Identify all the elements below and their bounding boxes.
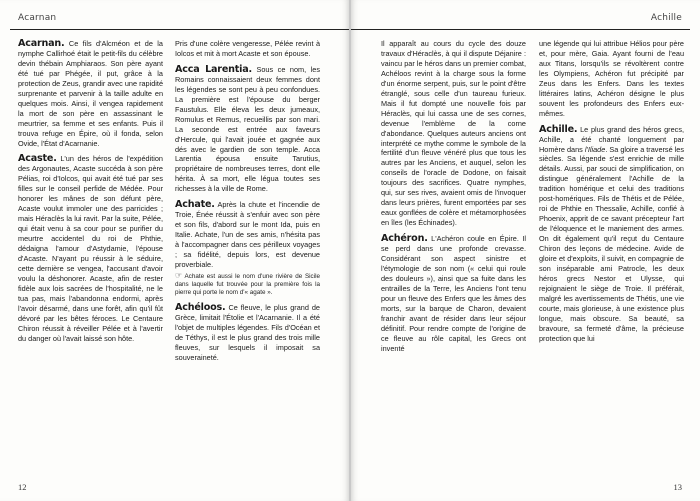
entry-acheloos bbox=[175, 303, 320, 363]
entry-continuation: Il apparaît au cours du cycle des douze travaux d'Héraclès, à qui il dispute Déjanire : vaincu par le héros dans un premier combat, Achéloos revint à la charge sous la forme d'un énorme serpent, puis, sur le point d'être étranglé, sous celle d'un taureau furieux. Mais il fut dompté une nouvelle fois par Héraclès, qui lui cassa une de ses cornes, devenue l'emblème de la corne d'abondance. Quelques auteurs anciens ont interprété ce mythe comme le symbole de la fertilité d'un fleuve vénéré plus que tous les autres par les Anciens, et auquel, selon les conseils de l'oracle de Dodone, on faisait toujours des sacrifices. Quatre nymphes, qui, sur ses rives, avaient omis de l'invoquer dans leurs prières, furent emportées par ses eaux gonflées de colère et métamorphosées en îles (les Échinades). bbox=[381, 39, 526, 228]
entry-text: L'un des héros de l'expédition des Argonautes, Acaste succéda à son père Pélias, roi d'Iolcos, qui avait été tué par ses filles sur le conseil perfide de Médée. Pour honorer les mânes de son défunt père, Acaste voulut immoler une des parricides ; mais Héraclès la lui ravit. Par la suite, Pélée, qui était venu à sa cour pour se purifier du meurtre accidentel du roi de Phthie, dédaigna l'amour d'Astydamie, l'épouse d'Acaste. N'ayant pu réussir à le séduire, cette dernière se vengea, l'accusant d'avoir voulu la déshonorer. Acaste, afin de rester fidèle aux lois sacrées de l'hospitalité, ne le tua pas, mais l'abandonna endormi, après l'avoir désarmé, dans une forêt, afin qu'il fût dévoré par les bêtes féroces. Le Centaure Chiron réussit à réveiller Pélée et à l'avertir du danger où l'avait laissé son hôte. bbox=[18, 154, 163, 343]
left-page bbox=[0, 0, 349, 501]
footnote bbox=[175, 272, 320, 297]
entry-acca-larentia bbox=[175, 65, 320, 194]
headword: Acaste. bbox=[18, 153, 57, 165]
entry-continuation: une légende qui lui attribue Hélios pour père et, pour mère, Gaia. Ayant fourni de l'eau aux Titans, lorsqu'ils se révoltèrent contre les Olympiens, Achéron fut précipité par Zeus dans les Enfers. Dans les textes littéraires latins, Achéron désigne le plus souvent les profondeurs des Enfers eux-mêmes. bbox=[539, 39, 684, 118]
headword: Achille. bbox=[539, 123, 578, 135]
running-head-right: Achille bbox=[650, 13, 682, 23]
entry-acarnan bbox=[18, 39, 163, 148]
entry-acheron bbox=[381, 234, 526, 353]
headword: Acarnan. bbox=[18, 39, 65, 49]
running-head-left: Acarnan bbox=[18, 13, 57, 23]
header-rule-right bbox=[351, 29, 690, 30]
entry-achate bbox=[175, 200, 320, 270]
entry-text: Le plus grand des héros grecs, Achille, a été chanté longuement par Homère dans bbox=[539, 124, 684, 154]
entry-text: Sous ce nom, les Romains connaissaient deux femmes dont les légendes se sont peu à peu confondues. La première est l'épouse du berger Faustulus. Elle éleva les deux jumeaux, Romulus et Remus, recueillis par son mari. La seconde est entrée aux faveurs d'Hercule, qui l'avait jouée et gagnée aux dés avec le gardien de son temple. Acca Larentia épousa ensuite Tarutius, propriétaire de nombreuses terres, dont elle hérita. À sa mort, elle légua toutes ses richesses à la ville de Rome. bbox=[175, 64, 320, 194]
entry-text: Ce fleuve, le plus grand de Grèce, limitait l'Étolie et l'Acarnanie. Il a été l'objet de multiples légendes. Fils d'Océan et de Téthys, il est le plus grand des trois mille fleuves, sur lesquels il imposait sa souveraineté. bbox=[175, 302, 320, 362]
headword: Achéloos. bbox=[175, 301, 226, 313]
entry-text: Après la chute et l'incendie de Troie, Énée réussit à s'enfuir avec son père et son fils, d'abord sur le mont Ida, puis en Italie. Achate, l'un de ses amis, n'hésita pas à l'accompagner dans ces périlleux voyages ; sa fidélité, depuis lors, est devenue proverbiale. bbox=[175, 200, 320, 270]
right-column-2 bbox=[539, 39, 684, 459]
work-title: l'Iliade bbox=[584, 144, 606, 154]
left-column-2 bbox=[175, 39, 320, 459]
pointing-hand-icon: ☞ bbox=[175, 270, 183, 280]
left-column-1 bbox=[18, 39, 163, 459]
footnote-text: Achate est aussi le nom d'une rivière de Sicile dans laquelle fut trouvée pour la première fois la pierre qui porte le nom d'« agate ». bbox=[175, 272, 320, 296]
header-rule-left bbox=[10, 29, 349, 30]
entry-acaste bbox=[18, 154, 163, 343]
page-number-left: 12 bbox=[18, 482, 27, 492]
page-number-right: 13 bbox=[673, 482, 682, 492]
entry-continuation: Pris d'une colère vengeresse, Pélée revint à Iolcos et mit à mort Acaste et son épouse. bbox=[175, 39, 320, 58]
headword: Achéron. bbox=[381, 233, 428, 245]
entry-text: Ce fils d'Alcméon et de la nymphe Callirhoé était le petit-fils du célèbre devin thébain Amphiaraos. Son père ayant été tué par Phégée, il put, grâce à la protection de Zeus, grandir avec une rapidité surprenante et parvenir à la taille adulte en quelques mois. Ainsi, il vengea rapidement la mort de son père en assassinant le meurtrier, sa femme et ses enfants. Puis il trouva refuge en Épire, où il fonda, selon Ovide, l'État d'Acarnanie. bbox=[18, 39, 163, 148]
headword: Achate. bbox=[175, 199, 215, 211]
entry-text: L'Achéron coule en Épire. Il se perd dans une profonde crevasse. Considérant son aspect sinistre et l'étymologie de son nom (« celui qui roule des douleurs »), ainsi que sa fuite dans les entrailles de la Terre, les Anciens l'ont tenu pour un fleuve des Enfers que les âmes des morts, sur la barque de Charon, devaient franchir avant de résider dans leur séjour définitif. Pour rendre compte de l'origine de ce fleuve au rôle capital, les Grecs ont inventé bbox=[381, 234, 526, 353]
right-column-1 bbox=[381, 39, 526, 459]
entry-achille bbox=[539, 125, 684, 344]
right-page bbox=[351, 0, 700, 501]
entry-text: . Sa gloire a traversé les siècles. Sa légende s'est enrichie de mille détails. Aussi, par souci de simplification, on distingue généralement l'Achille de la tradition homérique et celui des traditions post-homériques. Fils de Thétis et de Pélée, roi de Phthie en Thessalie, Achille, confié à Phoenix, apprit de ce savant précepteur l'art de l'éloquence et le maniement des armes. On dit également qu'il reçut du Centaure Chiron des leçons de médecine. Avide de gloire et d'exploits, il suivit, en compagnie de son inséparable ami Patrocle, les deux héros grecs Nestor et Ulysse, qui rejoignaient le siège de Troie. Il préférait, malgré les avertissements de Thétis, une vie courte, mais glorieuse, à une existence plus longue, mais obscure. Sa beauté, sa bravoure, sa fermeté d'âme, la précieuse protection que lui bbox=[539, 144, 684, 343]
headword: Acca Larentia. bbox=[175, 63, 252, 75]
